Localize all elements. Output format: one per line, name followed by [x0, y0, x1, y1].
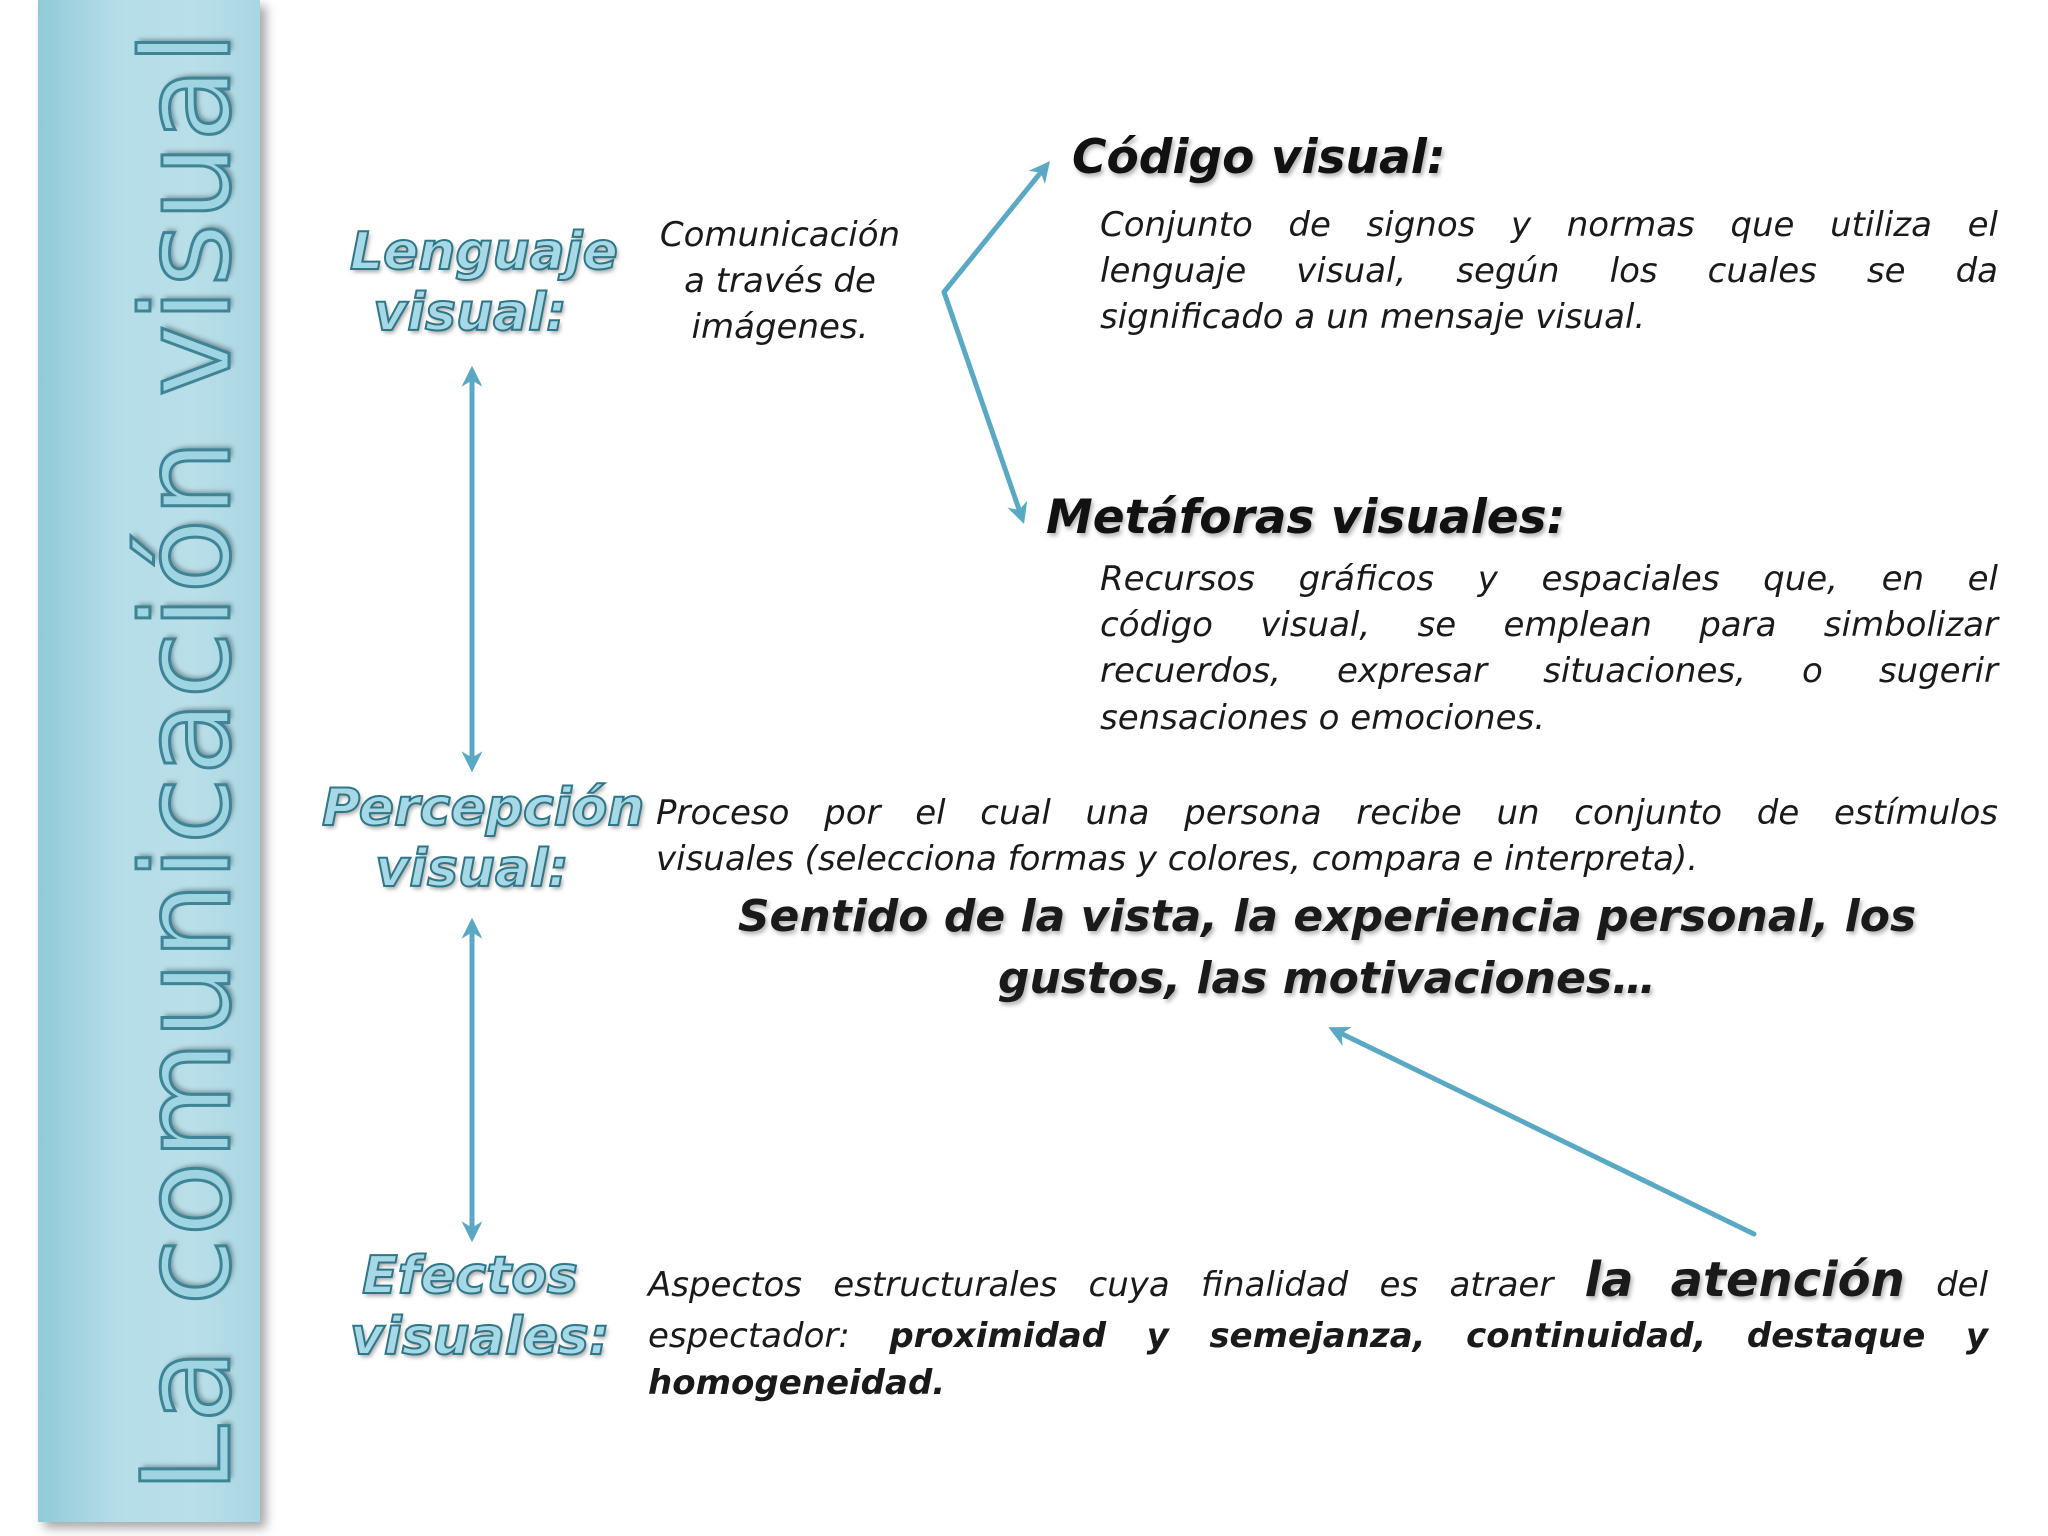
efectos-def-list-end: homogeneidad.	[648, 1362, 946, 1403]
concept-percepcion-line2: visual:	[375, 839, 569, 900]
metaforas-def-line1: Recursos gráficos y espaciales que, en el	[1100, 559, 1998, 599]
lenguaje-def-line2: a través de	[684, 261, 876, 302]
codigo-def-line3: significado a un mensaje visual.	[1100, 297, 1646, 338]
arrow-atencion-to-sentido	[1334, 1030, 1754, 1234]
efectos-def-part1: Aspectos estructurales cuya finalidad es atraer	[648, 1265, 1554, 1305]
metaforas-def-line4: sensaciones o emociones.	[1100, 697, 1546, 738]
efectos-highlight-atencion: la atención	[1584, 1252, 1905, 1308]
efectos-def-list: proximidad y semejanza, continuidad, destaque y	[889, 1316, 1988, 1357]
sidebar-title: La comunicación visual	[116, 29, 258, 1493]
concept-percepcion-line1: Percepción	[322, 778, 645, 838]
percepcion-def-line2: visuales (selecciona formas y colores, compara e interpreta).	[656, 839, 1699, 880]
arrow-to-metaforas-visuales	[944, 292, 1022, 518]
metaforas-visuales-heading: Metáforas visuales:	[1046, 490, 1566, 545]
lenguaje-def-line1: Comunicación	[659, 215, 901, 255]
percepcion-emph-line1: Sentido de la vista, la experiencia personal, los	[737, 891, 1917, 942]
concept-lenguaje-line2: visual:	[373, 283, 567, 344]
codigo-visual-heading: Código visual:	[1072, 130, 1446, 185]
efectos-def-part3: espectador:	[648, 1316, 850, 1357]
codigo-def-line2: lenguaje visual, según los cuales se da	[1100, 251, 1998, 292]
concept-efectos-line2: visuales:	[350, 1307, 610, 1368]
codigo-def-line1: Conjunto de signos y normas que utiliza el	[1100, 205, 1998, 245]
lenguaje-def-line3: imágenes.	[691, 307, 869, 348]
efectos-def-part2: del	[1936, 1265, 1989, 1305]
arrow-to-codigo-visual	[944, 166, 1046, 292]
concept-efectos-line1: Efectos	[362, 1246, 578, 1306]
percepcion-def-line1: Proceso por el cual una persona recibe un conjunto de estímulos	[656, 793, 1998, 833]
concept-lenguaje-line1: Lenguaje	[350, 222, 618, 282]
metaforas-def-line2: código visual, se emplean para simbolizar	[1100, 605, 1998, 646]
metaforas-def-line3: recuerdos, expresar situaciones, o sugerir	[1100, 651, 1998, 692]
percepcion-emph-line2: gustos, las motivaciones…	[997, 952, 1657, 1004]
